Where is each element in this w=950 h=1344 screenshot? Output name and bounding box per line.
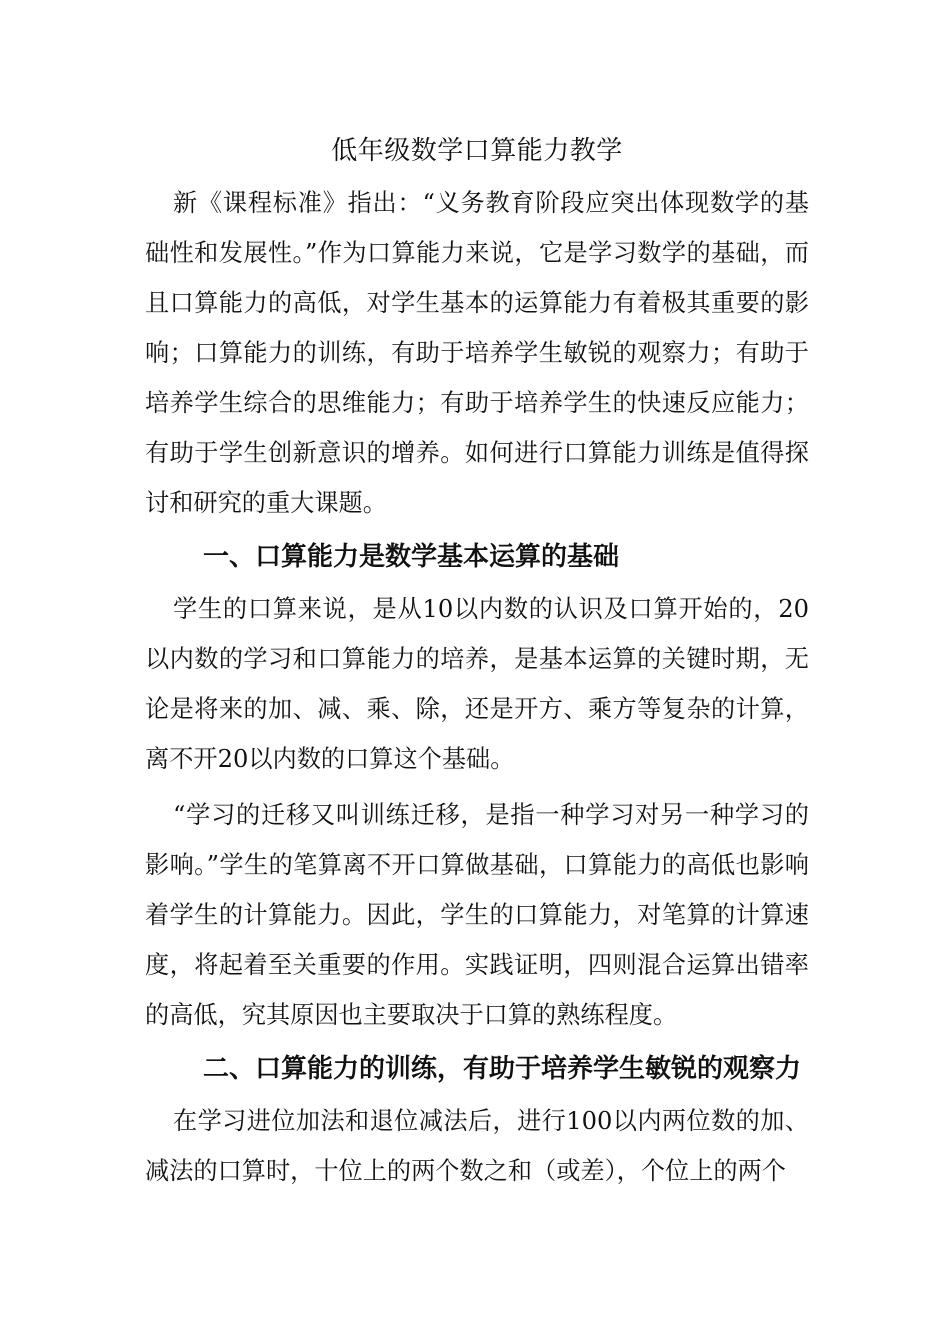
- section-heading-1: 一、口算能力是数学基本运算的基础: [203, 542, 620, 572]
- section-1-paragraph-1: 学生的口算来说，是从10以内数的认识及口算开始的，20以内数的学习和口算能力的培养，是基本运算的关键时期，无论是将来的加、减、乘、除，还是开方、乘方等复杂的计算，离不开20以内数的口算这个基础。: [145, 595, 809, 773]
- section-1-paragraph-2: “学习的迁移又叫训练迁移，是指一种学习对另一种学习的影响。”学生的笔算离不开口算做基础，口算能力的高低也影响着学生的计算能力。因此，学生的口算能力，对笔算的计算速度，将起着至关重要的作用。实践证明，四则混合运算出错率的高低，究其原因也主要取决于口算的熟练程度。: [145, 801, 809, 1029]
- section-heading-2: 二、口算能力的训练，有助于培养学生敏锐的观察力: [203, 1054, 802, 1084]
- intro-paragraph: 新《课程标准》指出：“义务教育阶段应突出体现数学的基础性和发展性。”作为口算能力来说，它是学习数学的基础，而且口算能力的高低，对学生基本的运算能力有着极其重要的影响；口算能力的训练，有助于培养学生敏锐的观察力；有助于培养学生综合的思维能力；有助于培养学生的快速反应能力；有助于学生创新意识的增养。如何进行口算能力训练是值得探讨和研究的重大课题。: [145, 189, 809, 517]
- document-body: [145, 128, 809, 1196]
- document-title: 低年级数学口算能力教学: [331, 136, 623, 166]
- section-2-paragraph-1: 在学习进位加法和退位减法后，进行100以内两位数的加、减法的口算时，十位上的两个数之和（或差），个位上的两个: [145, 1107, 809, 1185]
